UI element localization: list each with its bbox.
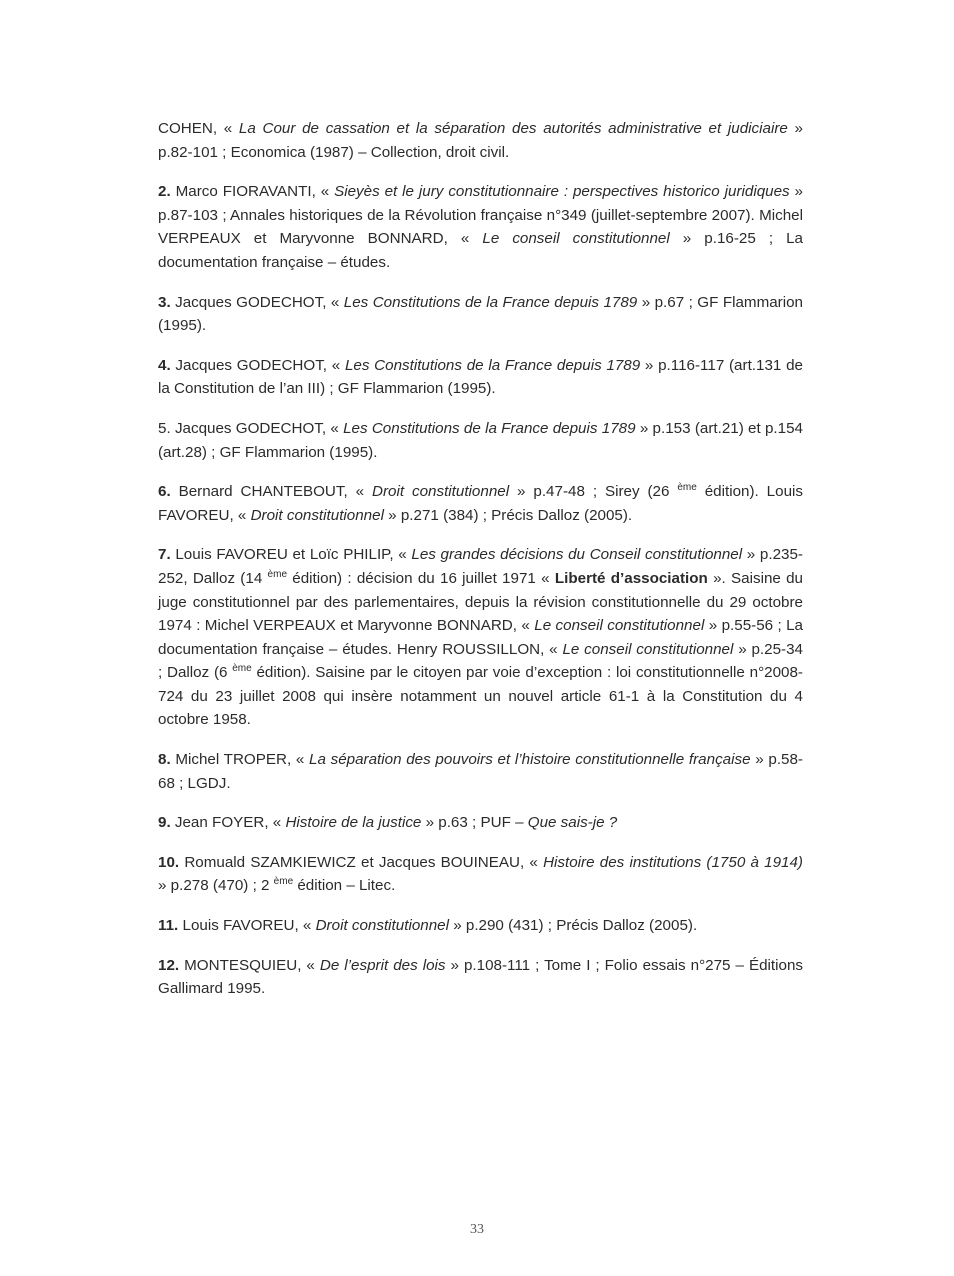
footnote-12 <box>158 954 803 1001</box>
footnote-number: 6. <box>158 483 171 501</box>
title-italic: Sieyès et le jury constitutionnaire : perspectives historico juridiques <box>334 183 790 201</box>
text-segment: » p.25-34 ; Dalloz (6 <box>158 640 803 682</box>
footnote-10 <box>158 851 803 898</box>
superscript: ème <box>232 663 252 675</box>
superscript: ème <box>677 482 697 494</box>
text-segment: » p.87-103 ; Annales historiques de la Révolution française n°349 (juillet-septembre 2007). Michel VERPEAUX et Maryvonne BONNARD, « <box>158 183 804 248</box>
title-italic: Le conseil constitutionnel <box>534 617 705 635</box>
text-segment: » p.82-101 ; Economica (1987) – Collection, droit civil. <box>158 120 803 161</box>
title-italic: Histoire des institutions (1750 à 1914) <box>543 853 803 871</box>
text-segment: » p.67 ; GF Flammarion (1995). <box>158 293 803 335</box>
text-segment: » p.58-68 ; LGDJ. <box>158 751 803 792</box>
footnote-6 <box>158 480 803 527</box>
text-segment: » p.116-117 (art.131 de la Constitution de l’an III) ; GF Flammarion (1995). <box>158 356 803 398</box>
text-segment: Jacques GODECHOT, « <box>170 419 344 437</box>
text-segment: Jean FOYER, « <box>170 814 286 832</box>
title-italic: La séparation des pouvoirs et l’histoire constitutionnelle française <box>309 751 751 769</box>
title-italic: La Cour de cassation et la séparation des autorités administrative et judiciaire <box>238 120 788 137</box>
text-segment: » p.271 (384) ; Précis Dalloz (2005). <box>383 506 633 524</box>
text-segment: ». Saisine du juge constitutionnel par des parlementaires, depuis la révision constitutionnelle du 29 octobre 1974 : Michel VERPEAUX et Maryvonne BONNARD, « <box>158 569 804 635</box>
footnote-number: 2. <box>158 183 171 201</box>
title-italic: Droit constitutionnel <box>250 506 384 524</box>
text-segment: MONTESQUIEU, « <box>179 956 320 974</box>
text-segment: édition). Louis FAVOREU, « <box>158 483 803 524</box>
text-segment: Louis FAVOREU et Loïc PHILIP, « <box>170 546 412 564</box>
footnote-number: 9. <box>158 814 171 832</box>
footnote-2 <box>158 180 803 274</box>
footnote-number: 5. <box>158 419 171 437</box>
footnote-number: 7. <box>158 546 171 564</box>
footnote-3 <box>158 291 803 338</box>
text-segment: » p.63 ; PUF – <box>421 814 528 832</box>
text-segment: édition – Litec. <box>293 877 396 895</box>
text-segment: édition) : décision du 16 juillet 1971 « <box>287 569 555 587</box>
text-segment: Louis FAVOREU, « <box>178 917 316 935</box>
superscript: ème <box>267 568 287 580</box>
text-segment: » p.290 (431) ; Précis Dalloz (2005). <box>448 917 698 935</box>
text-bold: Liberté d’association <box>554 569 708 587</box>
footnote-7 <box>158 543 803 732</box>
title-italic: Que sais-je ? <box>527 814 618 832</box>
text-segment: Jacques GODECHOT, « <box>170 356 345 374</box>
text-segment: Romuald SZAMKIEWICZ et Jacques BOUINEAU, « <box>179 853 544 871</box>
footnote-9 <box>158 811 803 835</box>
text-segment: » p.55-56 ; La documentation française – études. Henry ROUSSILLON, « <box>158 617 804 658</box>
title-italic: Les Constitutions de la France depuis 1789 <box>343 293 638 311</box>
text-segment: » p.235-252, Dalloz (14 <box>158 546 803 587</box>
text-segment: Michel TROPER, « <box>170 751 310 769</box>
title-italic: Droit constitutionnel <box>372 483 510 501</box>
page-number: 33 <box>470 1222 484 1237</box>
footnote-number: 12. <box>158 956 180 974</box>
footnote-4 <box>158 354 803 401</box>
footnote-1 <box>158 117 803 164</box>
text-segment: » p.108-111 ; Tome I ; Folio essais n°275 – Éditions Gallimard 1995. <box>158 956 803 998</box>
footnote-8 <box>158 748 803 795</box>
text-segment: » p.16-25 ; La documentation française – études. <box>158 230 803 271</box>
superscript: ème <box>273 876 294 888</box>
footnotes-list <box>158 117 803 1017</box>
text-segment: Marco FIORAVANTI, « <box>170 183 335 201</box>
footnote-5 <box>158 417 803 464</box>
footnote-number: 11. <box>158 917 179 935</box>
title-italic: Le conseil constitutionnel <box>562 640 734 658</box>
title-italic: Les grandes décisions du Conseil constitutionnel <box>411 546 743 564</box>
title-italic: Le conseil constitutionnel <box>482 230 670 248</box>
footnote-number: 8. <box>158 751 171 769</box>
text-segment: » p.47-48 ; Sirey (26 <box>509 483 678 501</box>
title-italic: Les Constitutions de la France depuis 1789 <box>344 356 641 374</box>
footnote-number: 4. <box>158 356 171 374</box>
text-segment: Bernard CHANTEBOUT, « <box>170 483 372 501</box>
title-italic: Droit constitutionnel <box>315 917 449 935</box>
title-italic: De l’esprit des lois <box>319 956 446 974</box>
text-segment: édition). Saisine par le citoyen par voie d’exception : loi constitutionnelle n°2008-724 du 23 juillet 2008 qui insère notamment un nouvel article 61-1 à la Constitution du 4 octobre 1958. <box>158 664 803 729</box>
footnote-11 <box>158 914 803 938</box>
title-italic: Histoire de la justice <box>285 814 422 832</box>
text-segment: COHEN, « <box>158 120 239 137</box>
footnote-number: 10. <box>158 853 180 871</box>
text-segment: Jacques GODECHOT, « <box>170 293 344 311</box>
text-segment: » p.153 (art.21) et p.154 (art.28) ; GF Flammarion (1995). <box>158 419 803 461</box>
title-italic: Les Constitutions de la France depuis 1789 <box>343 419 636 437</box>
footnote-number: 3. <box>158 293 171 311</box>
text-segment: » p.278 (470) ; 2 <box>158 877 274 895</box>
